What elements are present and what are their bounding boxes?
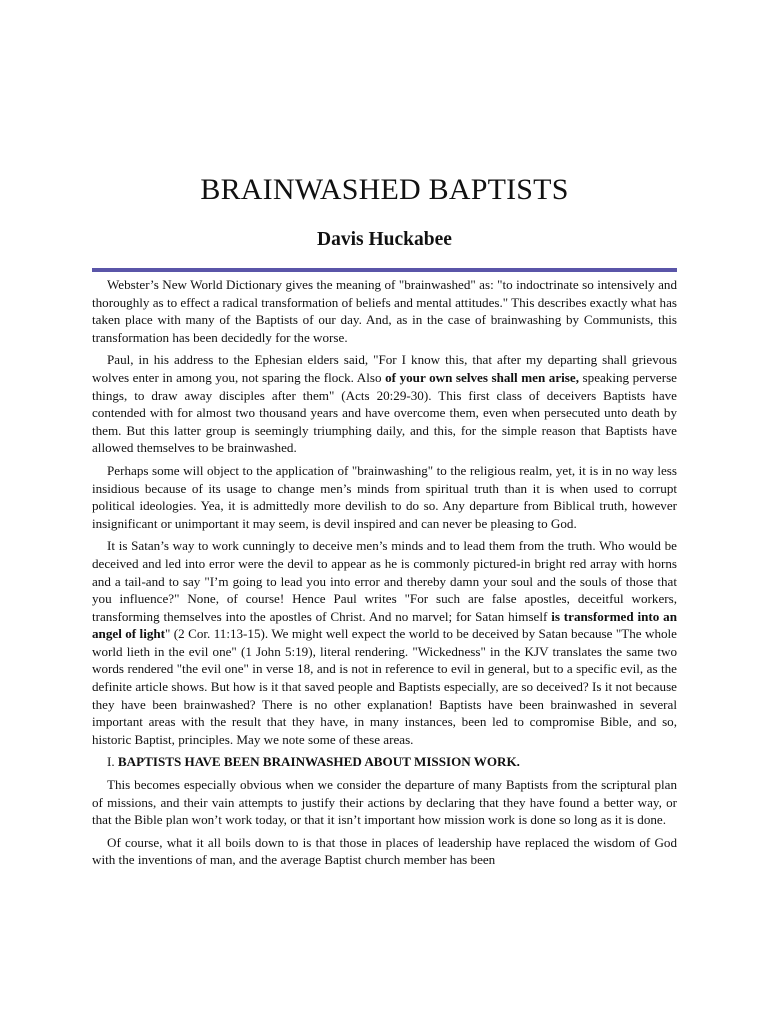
document-title: BRAINWASHED BAPTISTS <box>200 173 569 206</box>
document-body <box>92 276 677 874</box>
paragraph-5 <box>92 776 677 829</box>
section-number: I. <box>107 754 118 770</box>
paragraph-4 <box>92 537 677 748</box>
section-heading-1 <box>92 753 677 771</box>
paragraph-text: This becomes especially obvious when we consider the departure of many Baptists from the scriptural plan of missions, and their vain attempts to justify their actions by declaring that they have found a better way, or that the Bible plan won’t work today, or that it isn’t important how mission work is done so long as it is done. <box>92 777 677 828</box>
paragraph-text: Webster’s New World Dictionary gives the meaning of "brainwashed" as: "to indoctrinate so intensively and thoroughly as to effect a radical transformation of beliefs and mental attitudes." This describes exactly what has taken place with many of the Baptists of our day. And, as in the case of brainwashing by Communists, this transformation has been decidedly for the worse. <box>92 277 677 345</box>
paragraph-1 <box>92 276 677 346</box>
paragraph-3 <box>92 462 677 532</box>
paragraph-text: Paul, in his address to the Ephesian elders said, "For I know this, that after my departing shall grievous wolves enter in among you, not sparing the flock. Also <box>92 352 677 385</box>
paragraph-text: Perhaps some will object to the application of "brainwashing" to the religious realm, yet, it is in no way less insidious because of its usage to change men’s minds from spiritual truth than it is when used to corrupt political ideologies. Yea, it is admittedly more devilish to do so. Any departure from Biblical truth, however insignificant or unimportant it may seem, is devil inspired and can never be pleasing to God. <box>92 462 677 531</box>
paragraph-2 <box>92 351 677 457</box>
paragraph-text: speaking perverse things, to draw away disciples after them" (Acts 20:29-30). This first class of deceivers Baptists have contended with for almost two thousand years and have overcome them, even when persecuted unto death by them. But this latter group is seemingly triumphing daily, and this, for the simple reason that Baptists have allowed themselves to be brainwashed. <box>92 369 677 456</box>
paragraph-text: " (2 Cor. 11:13-15). We might well expect the world to be deceived by Satan because "The whole world lieth in the evil one" (1 John 5:19), literal rendering. "Wickedness" in the KJV translates the same two words rendered "the evil one" in verse 18, and is not in reference to evil in general, but to a specific evil, as the definite article shows. But how is it that saved people and Baptists especially, are so deceived? Is it not because they have been brainwashed? There is no other explanation! Baptists have been brainwashed in several important areas with the result that they have, in many instances, been led to compromise Bible, and so, historic Baptist, principles. May we note some of these areas. <box>92 626 677 747</box>
title-divider <box>92 268 677 272</box>
section-heading-text: BAPTISTS HAVE BEEN BRAINWASHED ABOUT MISSION WORK. <box>117 754 520 770</box>
paragraph-6 <box>92 834 677 869</box>
document-author: Davis Huckabee <box>317 229 452 250</box>
paragraph-text: Of course, what it all boils down to is that those in places of leadership have replaced the wisdom of God with the inventions of man, and the average Baptist church member has been <box>92 834 677 868</box>
paragraph-text: It is Satan’s way to work cunningly to deceive men’s minds and to lead them from the truth. Who would be deceived and led into error were the devil to appear as he is commonly pictured-in bright red array with horns and a tail-and to say "I’m going to lead you into error and thereby damn your soul and the souls of those that you influence?" None, of course! Hence Paul writes "For such are false apostles, deceitful workers, transforming themselves into the apostles of Christ. And no marvel; for Satan himself <box>92 538 677 624</box>
bold-emphasis: of your own selves shall men arise, <box>385 369 579 385</box>
bold-emphasis: is transformed into an angel of light <box>92 608 677 642</box>
